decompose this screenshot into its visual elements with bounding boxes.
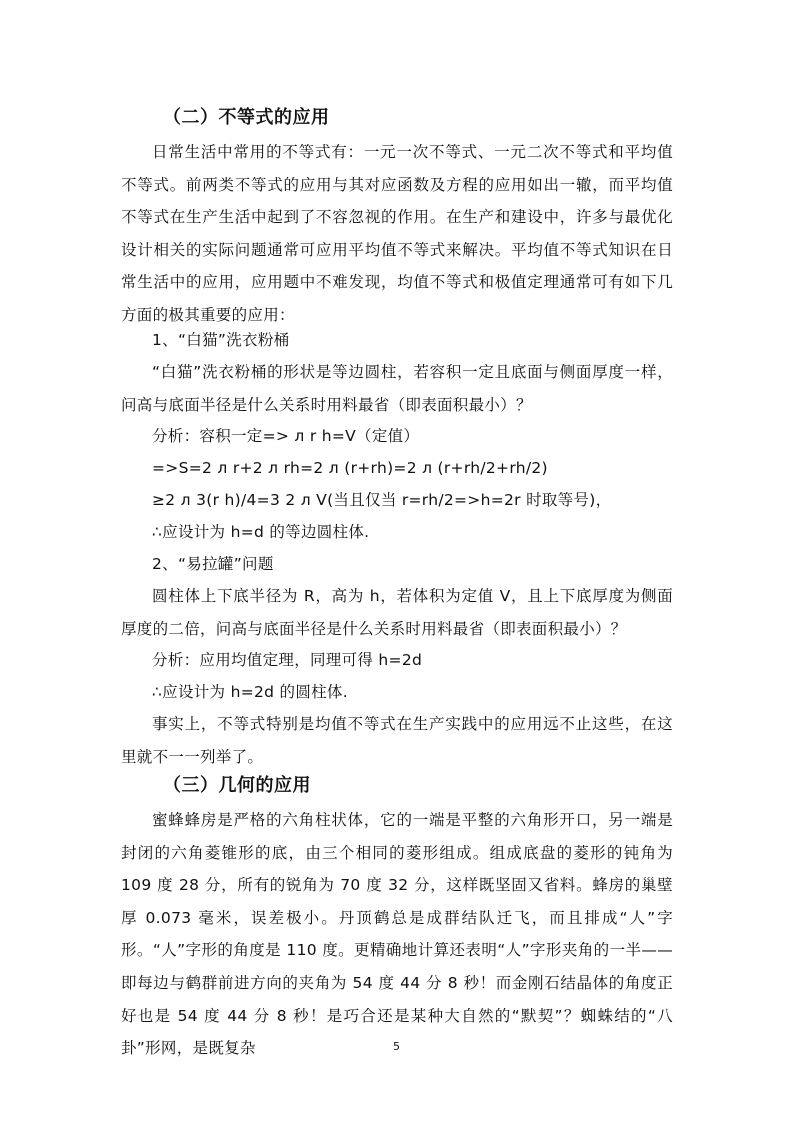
- paragraph-baimao-question: “白猫”洗衣粉桶的形状是等边圆柱，若容积一定且底面与侧面厚度一样，问高与底面半径是什么关系时用料最省（即表面积最小）？: [121, 363, 673, 414]
- paragraph-geometry: 蜜蜂蜂房是严格的六角柱状体，它的一端是平整的六角形开口，另一端是封闭的六角菱锥形的底，由三个相同的菱形组成。组成底盘的菱形的钝角为 109 度 28 分，所有的锐角为 70 度 32 分，这样既坚固又省料。蜂房的巢壁厚 0.073 毫米，误差极小。丹顶鹤总是成群结队迁飞，而且排成“人”字形。“人”字形的角度是 110 度。更精确地计算还表明“人”字形夹角的一半——即每边与鹤群前进方向的夹角为 54 度 44 分 8 秒！而金刚石结晶体的角度正好也是 54 度 44 分 8 秒！是巧合还是某种大自然的“默契”？蜘蛛结的“八卦”形网，是既复杂: [121, 811, 673, 1058]
- item-title-baimao: 1、“白猫”洗衣粉桶: [152, 331, 290, 349]
- paragraph-summary: 事实上，不等式特别是均值不等式在生产实践中的应用远不止这些，在这里就不一一列举了。: [121, 715, 673, 766]
- analysis-conclusion-can: ∴应设计为 h=2d 的圆柱体.: [152, 683, 348, 701]
- page-number: 5: [393, 1040, 400, 1053]
- analysis-line-3: ≥2 л 3(r h)/4=3 2 л V(当且仅当 r=rh/2=>h=2r 时取等号)，: [152, 491, 612, 509]
- paragraph-inequality-intro: 日常生活中常用的不等式有：一元一次不等式、一元二次不等式和平均值不等式。前两类不等式的应用与其对应函数及方程的应用如出一辙，而平均值不等式在生产生活中起到了不容忽视的作用。在生产和建设中，许多与最优化设计相关的实际问题通常可应用平均值不等式来解决。平均值不等式知识在日常生活中的应用，应用题中不难发现，均值不等式和极值定理通常可有如下几方面的极其重要的应用：: [121, 143, 673, 324]
- analysis-line-can: 分析：应用均值定理，同理可得 h=2d: [152, 651, 423, 669]
- section-heading-inequality: （二）不等式的应用: [163, 107, 330, 128]
- paragraph-can-question: 圆柱体上下底半径为 R，高为 h，若体积为定值 V，且上下底厚度为侧面厚度的二倍，问高与底面半径是什么关系时用料最省（即表面积最小）？: [121, 587, 673, 638]
- analysis-line-2: =>S=2 л r+2 л rh=2 л (r+rh)=2 л (r+rh/2+rh/2): [152, 459, 548, 477]
- analysis-conclusion-1: ∴应设计为 h=d 的等边圆柱体.: [152, 523, 370, 541]
- item-title-can: 2、“易拉罐”问题: [152, 555, 274, 573]
- section-heading-geometry: （三）几何的应用: [163, 775, 311, 796]
- analysis-line-1: 分析：容积一定=> л r h=V（定值）: [152, 427, 420, 445]
